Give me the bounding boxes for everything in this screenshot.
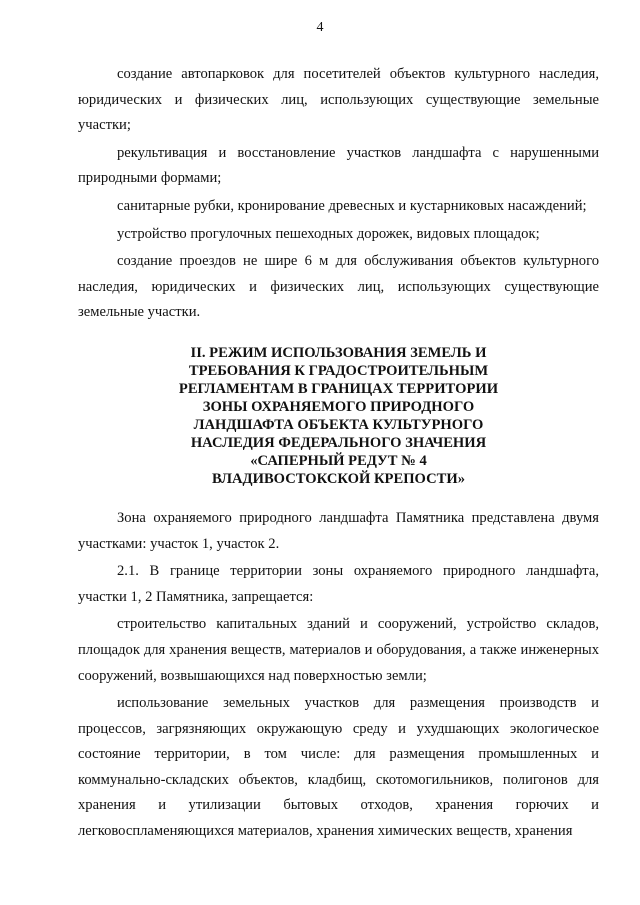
paragraph: устройство прогулочных пешеходных дорожек, видовых площадок; xyxy=(117,225,540,242)
heading-line: ЛАНДШАФТА ОБЪЕКТА КУЛЬТУРНОГО xyxy=(193,416,484,433)
heading-line: ВЛАДИВОСТОКСКОЙ КРЕПОСТИ» xyxy=(211,470,466,487)
section-heading xyxy=(78,344,599,488)
heading-line: РЕГЛАМЕНТАМ В ГРАНИЦАХ ТЕРРИТОРИИ xyxy=(178,380,499,397)
paragraph: санитарные рубки, кронирование древесных и кустарниковых насаждений; xyxy=(117,197,587,214)
heading-line: ТРЕБОВАНИЯ К ГРАДОСТРОИТЕЛЬНЫМ xyxy=(188,362,489,379)
paragraph: Зона охраняемого природного ландшафта Памятника представлена двумя участками: участок 1, участок 2. xyxy=(78,509,599,552)
paragraph: рекультивация и восстановление участков ландшафта с нарушенными природными формами; xyxy=(78,144,599,187)
paragraph: создание проездов не шире 6 м для обслуживания объектов культурного наследия, юридических и физических лиц, использующих существующие земельные участки. xyxy=(78,253,599,321)
paragraph: использование земельных участков для размещения производств и процессов, загрязняющих окружающую среду и ухудшающих экологическое состояние территории, в том числе: для размещения промышленных и коммунально-складских объектов, кладбищ, скотомогильников, полигонов для хранения и утилизации бытовых отходов, хранения горючих и легковоспламеняющихся материалов, хранения химических веществ, хранения xyxy=(78,695,599,840)
heading-line: НАСЛЕДИЯ ФЕДЕРАЛЬНОГО ЗНАЧЕНИЯ xyxy=(190,434,487,451)
document-body xyxy=(78,62,599,847)
heading-line: «САПЕРНЫЙ РЕДУТ № 4 xyxy=(250,452,427,469)
paragraph: 2.1. В границе территории зоны охраняемого природного ландшафта, участки 1, 2 Памятника, запрещается: xyxy=(78,563,599,605)
paragraph: строительство капитальных зданий и сооружений, устройство складов, площадок для хранения веществ, материалов и оборудования, а также инженерных сооружений, возвышающихся над поверхностью земли; xyxy=(78,616,599,684)
page-number: 4 xyxy=(316,20,324,35)
paragraph: создание автопарковок для посетителей объектов культурного наследия, юридических и физических лиц, использующих существующие земельные участки; xyxy=(78,66,599,134)
heading-line: II. РЕЖИМ ИСПОЛЬЗОВАНИЯ ЗЕМЕЛЬ И xyxy=(190,344,487,361)
heading-line: ЗОНЫ ОХРАНЯЕМОГО ПРИРОДНОГО xyxy=(202,398,475,415)
